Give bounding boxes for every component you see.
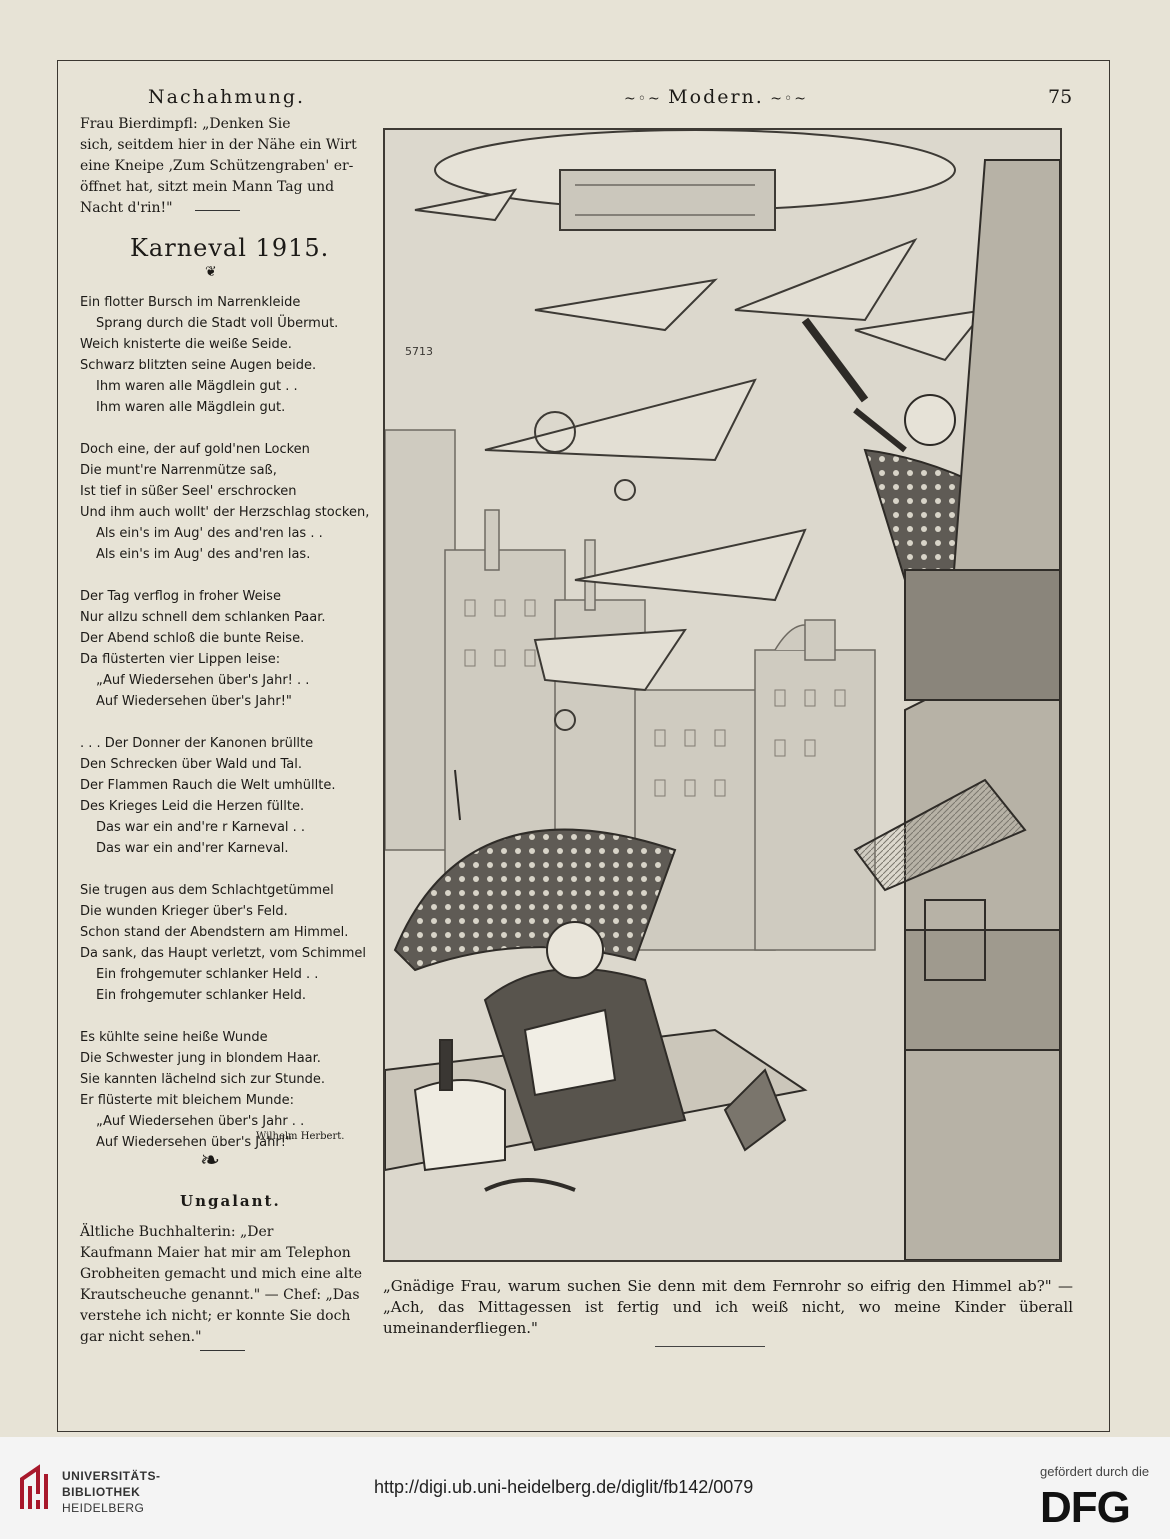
poem-line: „Auf Wiedersehen über's Jahr . . xyxy=(96,1114,305,1129)
poem-line: Den Schrecken über Wald und Tal. xyxy=(80,757,302,772)
intro-line: Frau Bierdimpfl: „Denken Sie xyxy=(80,116,291,132)
poem-line: Da flüsterten vier Lippen leise: xyxy=(80,652,281,667)
stanza-gap xyxy=(80,859,365,880)
poem-line: Ein frohgemuter schlanker Held . . xyxy=(96,967,319,982)
funding-note: gefördert durch die xyxy=(1040,1464,1150,1479)
poem-line: Ein flotter Bursch im Narrenkleide xyxy=(80,295,301,310)
joke-line: Krautscheuche genannt." — Chef: „Das xyxy=(80,1287,360,1303)
header-ornament-right: ~◦~ xyxy=(763,91,809,107)
intro-line: sich, seitdem hier in der Nähe ein Wirt xyxy=(80,137,357,153)
poem-line: Die munt're Narrenmütze saß, xyxy=(80,463,277,478)
page-number: 75 xyxy=(1048,86,1073,108)
dfg-logo: DFG xyxy=(1040,1483,1130,1532)
joke-title: Ungalant. xyxy=(180,1192,281,1210)
poem-line: „Auf Wiedersehen über's Jahr! . . xyxy=(96,673,310,688)
poem-line: Ihm waren alle Mägdlein gut. xyxy=(96,400,286,415)
poem-line: Sie trugen aus dem Schlachtgetümmel xyxy=(80,883,334,898)
stanza-gap xyxy=(80,565,365,586)
joke-rule xyxy=(200,1350,245,1351)
header-ornament-left: ~◦~ xyxy=(624,91,669,107)
poem-line: Doch eine, der auf gold'nen Locken xyxy=(80,442,310,457)
poem-line: Der Abend schloß die bunte Reise. xyxy=(80,631,305,646)
joke-line: Ältliche Buchhalterin: „Der xyxy=(80,1224,274,1240)
joke-text xyxy=(80,1222,365,1348)
poem-line: Auf Wiedersehen über's Jahr!" xyxy=(96,694,292,709)
caption-rule xyxy=(655,1346,765,1347)
poem-line: Ist tief in süßer Seel' erschrocken xyxy=(80,484,297,499)
stanza-gap xyxy=(80,1006,365,1027)
poem-line: Auf Wiedersehen über's Jahr!" xyxy=(96,1135,292,1150)
plate-number: 5713 xyxy=(405,345,433,358)
poem-line: Als ein's im Aug' des and'ren las. xyxy=(96,547,311,562)
library-name-line3: HEIDELBERG xyxy=(62,1501,145,1515)
poem-line: Die wunden Krieger über's Feld. xyxy=(80,904,288,919)
poem-line: Es kühlte seine heiße Wunde xyxy=(80,1030,268,1045)
cartoon-drawing xyxy=(385,130,1060,1260)
poem-title: Karneval 1915. xyxy=(130,234,330,262)
joke-line: gar nicht sehen." xyxy=(80,1329,202,1345)
poem-line: Weich knisterte die weiße Seide. xyxy=(80,337,292,352)
poem-line: Als ein's im Aug' des and'ren las . . xyxy=(96,526,323,541)
poem-line: Des Krieges Leid die Herzen füllte. xyxy=(80,799,305,814)
poem-line: Schwarz blitzten seine Augen beide. xyxy=(80,358,317,373)
joke-line: Grobheiten gemacht und mich eine alte xyxy=(80,1266,362,1282)
header-left-title: Nachahmung. xyxy=(148,86,306,108)
poem-line: Sprang durch die Stadt voll Übermut. xyxy=(96,316,339,331)
poem-author: Wilhelm Herbert. xyxy=(256,1131,345,1142)
intro-line: Nacht d'rin!" xyxy=(80,200,173,216)
poem-line: Er flüsterte mit bleichem Munde: xyxy=(80,1093,295,1108)
vignette-ornament: ❧ xyxy=(200,1146,221,1174)
poem-line: Der Tag verflog in froher Weise xyxy=(80,589,281,604)
footer-bar xyxy=(0,1437,1170,1539)
poem-body xyxy=(80,292,370,1153)
intro-line: eine Kneipe ‚Zum Schützengraben' er- xyxy=(80,158,354,174)
library-name-line1: UNIVERSITÄTS- xyxy=(62,1469,161,1483)
library-logo-icon xyxy=(18,1464,56,1514)
header-center xyxy=(624,86,808,108)
poem-line: Und ihm auch wollt' der Herzschlag stocken, xyxy=(80,505,370,520)
poem-line: Das war ein and're r Karneval . . xyxy=(96,820,306,835)
poem-line: Nur allzu schnell dem schlanken Paar. xyxy=(80,610,326,625)
poem-line: . . . Der Donner der Kanonen brüllte xyxy=(80,736,314,751)
joke-line: verstehe ich nicht; er konnte Sie doch xyxy=(80,1308,351,1324)
poem-line: Ein frohgemuter schlanker Held. xyxy=(96,988,307,1003)
intro-rule xyxy=(195,210,240,211)
poem-line: Sie kannten lächelnd sich zur Stunde. xyxy=(80,1072,326,1087)
intro-text xyxy=(80,114,365,219)
library-name-line2: BIBLIOTHEK xyxy=(62,1485,141,1499)
poem-line: Schon stand der Abendstern am Himmel. xyxy=(80,925,349,940)
digitization-url-link[interactable]: http://digi.ub.uni-heidelberg.de/diglit/fb142/0079 xyxy=(374,1477,754,1497)
joke-line: Kaufmann Maier hat mir am Telephon xyxy=(80,1245,351,1261)
intro-line: öffnet hat, sitzt mein Mann Tag und xyxy=(80,179,335,195)
poem-line: Das war ein and'rer Karneval. xyxy=(96,841,289,856)
poem-ornament: ❦ xyxy=(205,264,217,280)
header-center-title: Modern. xyxy=(668,86,764,108)
cartoon-caption: „Gnädige Frau, warum suchen Sie denn mit dem Fernrohr so eifrig den Himmel ab?" — „Ach, das Mittagessen ist fertig und ich weiß nicht, wo meine Kinder überall umeinanderfliegen." xyxy=(383,1277,1073,1337)
poem-line: Der Flammen Rauch die Welt umhüllte. xyxy=(80,778,336,793)
poem-line: Da sank, das Haupt verletzt, vom Schimmel xyxy=(80,946,367,961)
stanza-gap xyxy=(80,418,365,439)
poem-line: Ihm waren alle Mägdlein gut . . xyxy=(96,379,298,394)
stanza-gap xyxy=(80,712,365,733)
poem-line: Die Schwester jung in blondem Haar. xyxy=(80,1051,321,1066)
cartoon-illustration xyxy=(383,128,1062,1262)
